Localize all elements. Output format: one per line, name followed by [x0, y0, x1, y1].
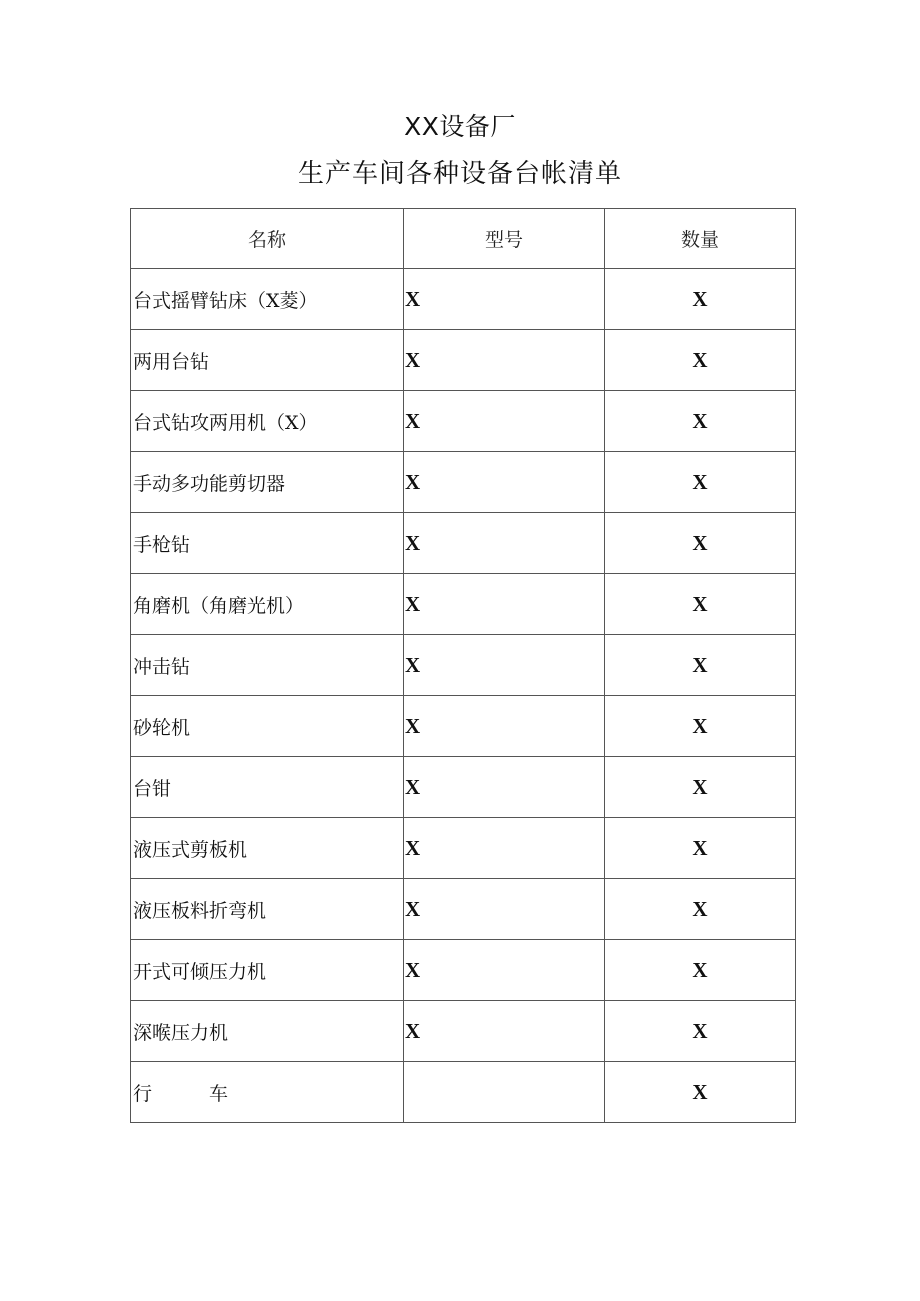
cell-equipment-name: [131, 330, 404, 391]
quantity-value: X: [692, 652, 708, 677]
equipment-name-text: 两用台钻: [133, 350, 210, 373]
column-header-name: 名称: [131, 209, 404, 269]
model-value: X: [405, 957, 421, 982]
equipment-name-text: 冲击钻: [133, 655, 191, 678]
cell-equipment-name: [131, 818, 404, 879]
cell-model: [404, 330, 605, 391]
cell-equipment-name: [131, 269, 404, 330]
cell-quantity: [605, 879, 796, 940]
table-row: [131, 391, 796, 452]
equipment-name-text: 砂轮机: [133, 716, 191, 739]
cell-equipment-name: [131, 696, 404, 757]
document-title-company: XX设备厂: [404, 112, 516, 141]
cell-model: [404, 391, 605, 452]
equipment-name-text: 行 车: [133, 1082, 229, 1105]
model-value: X: [405, 408, 421, 433]
quantity-value: X: [692, 530, 708, 555]
quantity-value: X: [692, 896, 708, 921]
cell-quantity: [605, 330, 796, 391]
cell-quantity: [605, 391, 796, 452]
cell-equipment-name: [131, 940, 404, 1001]
cell-equipment-name: [131, 757, 404, 818]
model-value: X: [405, 591, 421, 616]
cell-model: [404, 696, 605, 757]
cell-quantity: [605, 940, 796, 1001]
quantity-value: X: [692, 286, 708, 311]
cell-quantity: [605, 1001, 796, 1062]
equipment-name-text: 开式可倾压力机: [133, 960, 267, 983]
document-title-block: [0, 112, 920, 189]
table-row: [131, 940, 796, 1001]
model-value: X: [405, 835, 421, 860]
cell-equipment-name: [131, 574, 404, 635]
table-row: [131, 879, 796, 940]
cell-model: [404, 1001, 605, 1062]
table-row: [131, 635, 796, 696]
quantity-value: X: [692, 347, 708, 372]
equipment-name-text: 台钳: [133, 777, 172, 800]
model-value: X: [405, 896, 421, 921]
table-row: [131, 696, 796, 757]
cell-equipment-name: [131, 452, 404, 513]
equipment-name-text: 液压式剪板机: [133, 838, 248, 861]
quantity-value: X: [692, 591, 708, 616]
cell-quantity: [605, 452, 796, 513]
table-header-row: [131, 209, 796, 269]
cell-equipment-name: [131, 513, 404, 574]
cell-equipment-name: [131, 879, 404, 940]
table-row: [131, 574, 796, 635]
equipment-name-text: 台式钻攻两用机（X）: [133, 411, 318, 434]
table-row: [131, 269, 796, 330]
model-value: X: [405, 347, 421, 372]
table-row: [131, 452, 796, 513]
model-value: X: [405, 774, 421, 799]
cell-quantity: [605, 269, 796, 330]
cell-equipment-name: [131, 391, 404, 452]
cell-quantity: [605, 818, 796, 879]
table-row: [131, 513, 796, 574]
quantity-value: X: [692, 469, 708, 494]
table-row: [131, 1062, 796, 1123]
cell-quantity: [605, 757, 796, 818]
equipment-name-text: 手动多功能剪切器: [133, 472, 286, 495]
table-row: [131, 818, 796, 879]
cell-model: [404, 635, 605, 696]
cell-quantity: [605, 1062, 796, 1123]
cell-model: [404, 757, 605, 818]
model-value: X: [405, 1018, 421, 1043]
table-row: [131, 757, 796, 818]
model-value: X: [405, 713, 421, 738]
quantity-value: X: [692, 713, 708, 738]
quantity-value: X: [692, 1018, 708, 1043]
table-row: [131, 1001, 796, 1062]
column-header-quantity: 数量: [605, 209, 796, 269]
document-title-ledger: 生产车间各种设备台帐清单: [297, 159, 622, 189]
quantity-value: X: [692, 835, 708, 860]
cell-model: [404, 1062, 605, 1123]
cell-equipment-name: [131, 1062, 404, 1123]
equipment-name-text: 角磨机（角磨光机）: [133, 594, 305, 617]
model-value: X: [405, 469, 421, 494]
cell-model: [404, 940, 605, 1001]
cell-quantity: [605, 696, 796, 757]
cell-model: [404, 513, 605, 574]
equipment-name-text: 深喉压力机: [133, 1021, 229, 1044]
quantity-value: X: [692, 957, 708, 982]
column-header-model: 型号: [404, 209, 605, 269]
cell-model: [404, 818, 605, 879]
cell-quantity: [605, 635, 796, 696]
cell-equipment-name: [131, 635, 404, 696]
cell-quantity: [605, 513, 796, 574]
cell-model: [404, 452, 605, 513]
quantity-value: X: [692, 1079, 708, 1104]
cell-equipment-name: [131, 1001, 404, 1062]
model-value: X: [405, 652, 421, 677]
equipment-ledger-table: [130, 208, 796, 1123]
quantity-value: X: [692, 774, 708, 799]
model-value: X: [405, 286, 421, 311]
cell-model: [404, 269, 605, 330]
equipment-name-text: 液压板料折弯机: [133, 899, 267, 922]
cell-model: [404, 879, 605, 940]
cell-quantity: [605, 574, 796, 635]
quantity-value: X: [692, 408, 708, 433]
equipment-name-text: 手枪钻: [133, 533, 191, 556]
equipment-name-text: 台式摇臂钻床（X菱）: [133, 289, 318, 312]
model-value: X: [405, 530, 421, 555]
cell-model: [404, 574, 605, 635]
table-row: [131, 330, 796, 391]
